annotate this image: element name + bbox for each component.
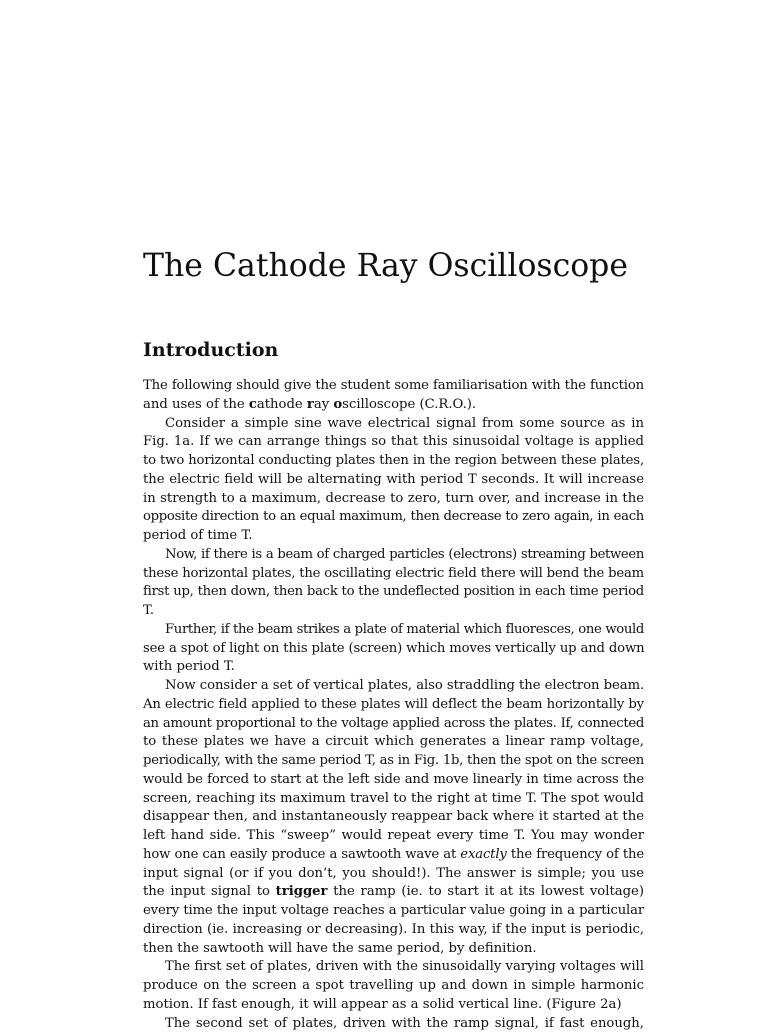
text-line: input signal (or if you don’t, you should!). The answer is simple; you use [143,865,644,884]
text-line: first up, then down, then back to the undeflected position in each time period [143,583,644,602]
text-line: then the sawtooth will have the same period, by definition. [143,940,644,959]
text-line: an amount proportional to the voltage applied across the plates. If, connected [143,715,644,734]
text-line: to these plates we have a circuit which generates a linear ramp voltage, [143,733,644,752]
text-line: The first set of plates, driven with the sinusoidally varying voltages will [143,958,644,977]
text-run: the frequency of the [507,847,644,862]
text-line [143,846,644,865]
text-line: these horizontal plates, the oscillating electric field there will bend the beam [143,565,644,584]
text-run: athode [257,397,307,412]
text-line: with period T. [143,658,644,677]
text-run: the ramp (ie. to start it at its lowest voltage) [328,884,644,899]
text-line: the electric field will be alternating with period T seconds. It will increase [143,471,644,490]
text-line: The second set of plates, driven with the ramp signal, if fast enough, [143,1015,644,1033]
text-line: The following should give the student some familiarisation with the function [143,377,644,396]
text-line: left hand side. This “sweep” would repeat every time T. You may wonder [143,827,644,846]
text-line: Now consider a set of vertical plates, also straddling the electron beam. [143,677,644,696]
text-line: every time the input voltage reaches a particular value going in a particular [143,902,644,921]
text-run: how one can easily produce a sawtooth wave at [143,847,460,862]
emphasis-letter: c [249,397,257,412]
text-line: would be forced to start at the left side and move linearly in time across the [143,771,644,790]
text-line: periodically, with the same period T, as in Fig. 1b, then the spot on the screen [143,752,644,771]
text-line: motion. If fast enough, it will appear as a solid vertical line. (Figure 2a) [143,996,644,1015]
text-run: ay [314,397,334,412]
text-line: T. [143,602,644,621]
emphasis-letter: o [333,397,342,412]
text-line: Now, if there is a beam of charged particles (electrons) streaming between [143,546,644,565]
text-line: see a spot of light on this plate (screen) which moves vertically up and down [143,640,644,659]
text-line: produce on the screen a spot travelling up and down in simple harmonic [143,977,644,996]
text-line: disappear then, and instantaneously reappear back where it started at the [143,808,644,827]
text-line: Further, if the beam strikes a plate of material which fluoresces, one would [143,621,644,640]
text-line: in strength to a maximum, decrease to zero, turn over, and increase in the [143,490,644,509]
text-line: period of time T. [143,527,644,546]
text-run: the input signal to [143,884,276,899]
text-line: An electric field applied to these plates will deflect the beam horizontally by [143,696,644,715]
body-text [143,377,644,1033]
text-line: Consider a simple sine wave electrical signal from some source as in [143,415,644,434]
document-title: The Cathode Ray Oscilloscope [143,246,628,286]
bold-word: trigger [276,884,328,899]
text-run: and uses of the [143,397,249,412]
text-run: scilloscope (C.R.O.). [342,397,476,412]
text-line [143,396,644,415]
text-line: Fig. 1a. If we can arrange things so that this sinusoidal voltage is applied [143,433,644,452]
text-line: direction (ie. increasing or decreasing). In this way, if the input is periodic, [143,921,644,940]
text-line: screen, reaching its maximum travel to the right at time T. The spot would [143,790,644,809]
italic-word: exactly [460,847,506,862]
document-page [143,0,644,1024]
text-line: to two horizontal conducting plates then in the region between these plates, [143,452,644,471]
emphasis-letter: r [307,397,314,412]
section-heading: Introduction [143,336,278,364]
text-line [143,883,644,902]
text-line: opposite direction to an equal maximum, then decrease to zero again, in each [143,508,644,527]
